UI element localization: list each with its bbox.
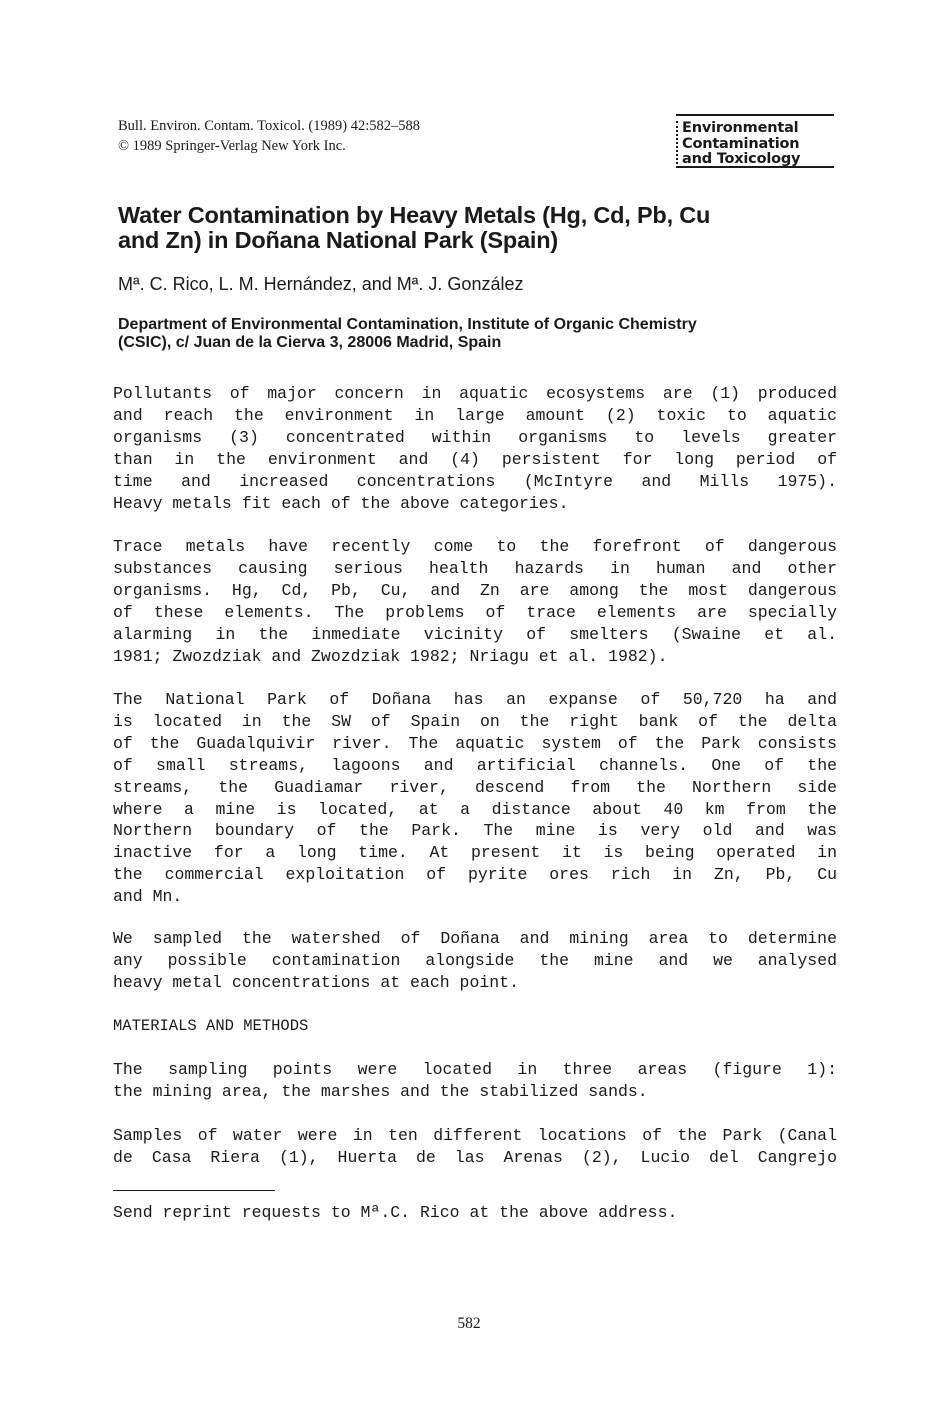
intro-paragraph-2 [113, 536, 837, 667]
text-line: The sampling points were located in three areas (figure 1): [113, 1060, 837, 1079]
methods-paragraph-1 [113, 1059, 837, 1103]
text-line: de Casa Riera (1), Huerta de las Arenas (2), Lucio del Cangrejo [113, 1147, 837, 1167]
text-line: the commercial exploitation of pyrite ores rich in Zn, Pb, Cu [113, 865, 837, 885]
text-line: time and increased concentrations (McIntyre and Mills 1975). [113, 471, 837, 491]
journal-logo [676, 114, 834, 168]
journal-logo-word-1: Environmental [682, 120, 799, 136]
citation-block [118, 116, 420, 156]
author-affiliation [118, 316, 818, 352]
section-heading-materials-methods: MATERIALS AND METHODS [113, 1017, 309, 1035]
methods-paragraph-2 [113, 1125, 837, 1169]
text-line: 1981; Zwozdziak and Zwozdziak 1982; Nriagu et al. 1982). [113, 646, 668, 666]
intro-paragraph-1 [113, 383, 837, 514]
intro-paragraph-4 [113, 928, 837, 994]
text-line: Northern boundary of the Park. The mine is very old and was [113, 821, 837, 841]
text-line: Trace metals have recently come to the forefront of dangerous [113, 537, 837, 556]
text-line: alarming in the inmediate vicinity of smelters (Swaine et al. [113, 624, 837, 644]
journal-logo-words [682, 121, 800, 168]
article-authors: Mª. C. Rico, L. M. Hernández, and Mª. J. González [118, 274, 524, 294]
title-line-2: and Zn) in Doñana National Park (Spain) [118, 227, 559, 253]
text-line: organisms (3) concentrated within organisms to levels greater [113, 427, 837, 447]
text-line: than in the environment and (4) persistent for long period of [113, 449, 837, 469]
citation-line-2: © 1989 Springer-Verlag New York Inc. [118, 138, 346, 154]
text-line: is located in the SW of Spain on the right bank of the delta [113, 711, 837, 731]
text-line: substances causing serious health hazards in human and other [113, 558, 837, 578]
journal-logo-spine [676, 121, 681, 164]
text-line: of these elements. The problems of trace elements are specially [113, 602, 837, 622]
footnote: Send reprint requests to Mª.C. Rico at the above address. [113, 1203, 678, 1222]
affiliation-line-2: (CSIC), c/ Juan de la Cierva 3, 28006 Madrid, Spain [118, 334, 502, 351]
citation-line-1: Bull. Environ. Contam. Toxicol. (1989) 42:582–588 [118, 118, 420, 134]
page-number: 582 [457, 1315, 481, 1332]
text-line: Samples of water were in ten different locations of the Park (Canal [113, 1126, 837, 1145]
text-line: streams, the Guadiamar river, descend from the Northern side [113, 777, 837, 797]
text-line: of small streams, lagoons and artificial channels. One of the [113, 755, 837, 775]
title-line-1: Water Contamination by Heavy Metals (Hg, Cd, Pb, Cu [118, 202, 711, 228]
journal-logo-word-3: and Toxicology [682, 151, 801, 167]
text-line: and reach the environment in large amount (2) toxic to aquatic [113, 405, 837, 425]
text-line: where a mine is located, at a distance about 40 km from the [113, 799, 837, 819]
affiliation-line-1: Department of Environmental Contamination, Institute of Organic Chemistry [118, 316, 697, 333]
text-line: of the Guadalquivir river. The aquatic system of the Park consists [113, 733, 837, 753]
intro-paragraph-3 [113, 689, 837, 908]
text-line: We sampled the watershed of Doñana and mining area to determine [113, 929, 837, 948]
text-line: Heavy metals fit each of the above categories. [113, 493, 569, 513]
text-line: Pollutants of major concern in aquatic ecosystems are (1) produced [113, 384, 837, 403]
text-line: and Mn. [113, 887, 183, 907]
text-line: any possible contamination alongside the mine and we analysed [113, 950, 837, 970]
article-title [118, 203, 818, 253]
text-line: The National Park of Doñana has an expanse of 50,720 ha and [113, 690, 837, 709]
journal-logo-word-2: Contamination [682, 135, 800, 152]
footnote-divider [113, 1190, 275, 1191]
text-line: organisms. Hg, Cd, Pb, Cu, and Zn are among the most dangerous [113, 580, 837, 600]
text-line: the mining area, the marshes and the stabilized sands. [113, 1081, 648, 1101]
text-line: inactive for a long time. At present it is being operated in [113, 843, 837, 863]
text-line: heavy metal concentrations at each point. [113, 972, 519, 992]
